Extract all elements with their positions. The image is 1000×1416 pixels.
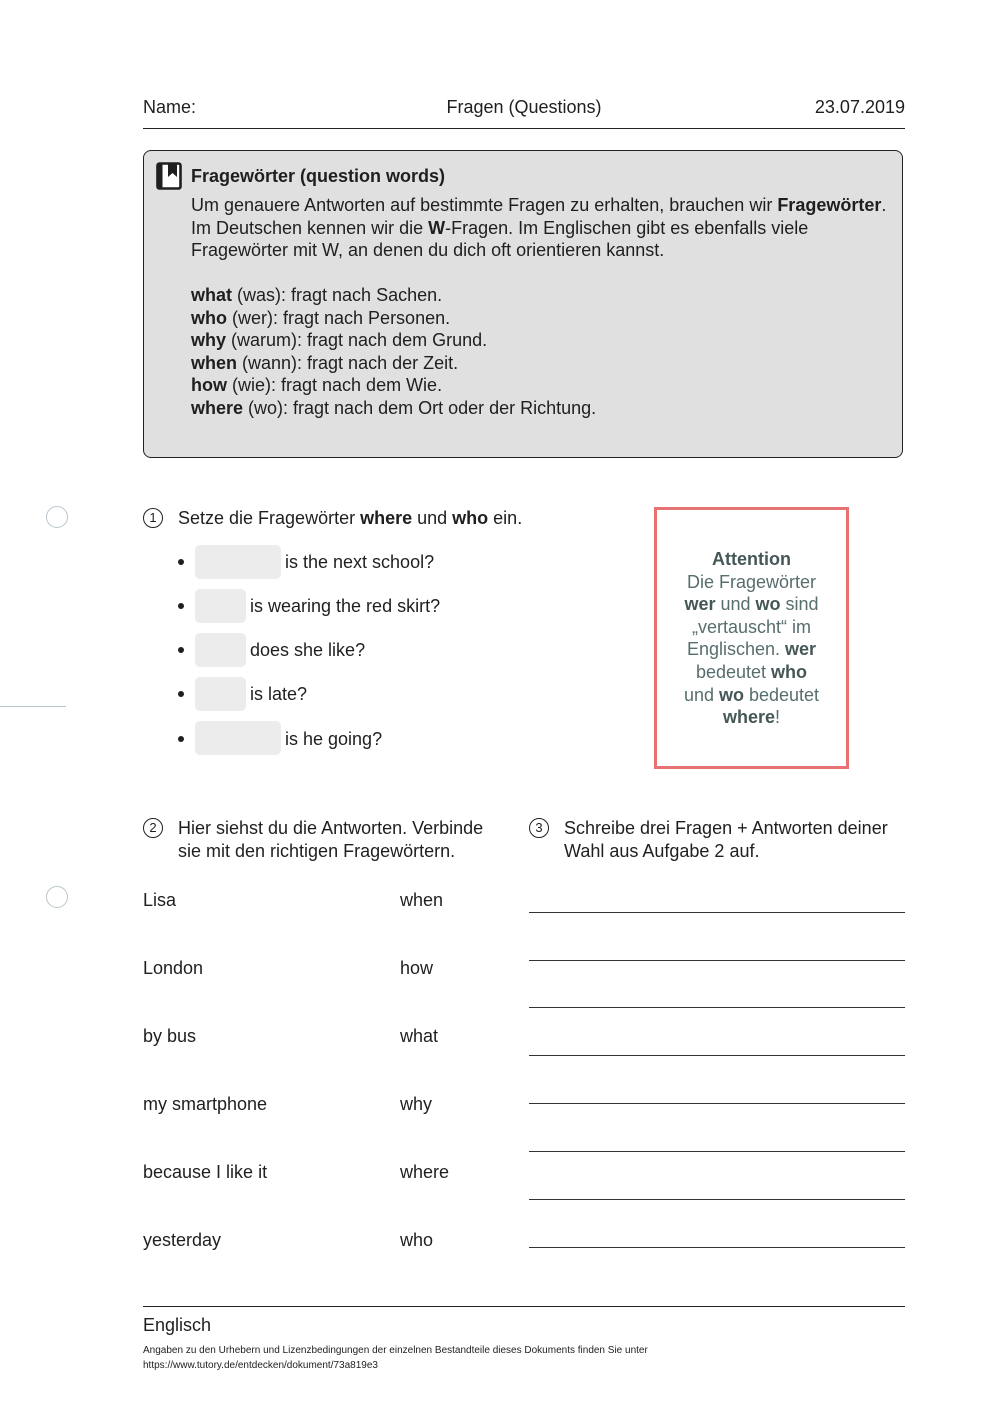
definition-item: when (wann): fragt nach der Zeit.	[191, 352, 459, 373]
task-number-2: 2	[143, 818, 163, 838]
question-word-item: where	[400, 1162, 450, 1182]
punch-hole-mark	[46, 506, 68, 528]
footer-divider	[143, 1306, 905, 1307]
answer-item: by bus	[143, 1026, 197, 1046]
task1-item-text: is wearing the red skirt?	[250, 596, 441, 616]
name-label: Name:	[143, 97, 197, 117]
writing-line[interactable]	[529, 1055, 905, 1056]
task-number-1: 1	[143, 508, 163, 528]
task1-item-text: is he going?	[285, 729, 383, 749]
info-box	[143, 150, 903, 458]
definition-item: what (was): fragt nach Sachen.	[191, 285, 443, 305]
blank-input[interactable]	[195, 721, 281, 755]
definition-item: how (wie): fragt nach dem Wie.	[191, 375, 443, 395]
answer-item: London	[143, 958, 204, 978]
task1-instruction: Setze die Fragewörter where und who ein.	[178, 508, 523, 528]
blank-input[interactable]	[195, 677, 246, 711]
question-word-item: when	[400, 890, 444, 910]
question-word-item: who	[400, 1230, 434, 1250]
task2-instruction: Hier siehst du die Antworten. Verbinde sie mit den richtigen Fragewörtern.	[178, 818, 484, 861]
writing-line[interactable]	[529, 1247, 905, 1248]
bullet	[178, 559, 184, 565]
answer-item: Lisa	[143, 890, 177, 910]
writing-line[interactable]	[529, 1007, 905, 1008]
writing-line[interactable]	[529, 1151, 905, 1152]
info-title: Fragewörter (question words)	[191, 166, 446, 186]
footer-license-note: Angaben zu den Urhebern und Lizenzbedingungen der einzelnen Bestandteile dieses Dokuments finden Sie unter https://www.tutory.de/entdecken/dokument/73a819e3	[143, 1345, 648, 1371]
attention-text: Attention Die Fragewörter wer und wo sind „vertauscht“ im Englischen. wer bedeutet who und wo bedeutet where!	[683, 549, 820, 728]
blank-input[interactable]	[195, 633, 246, 667]
writing-line[interactable]	[529, 1103, 905, 1104]
task-number-3: 3	[529, 818, 549, 838]
footer-subject: Englisch	[143, 1315, 212, 1335]
task1-item-text: is late?	[250, 684, 308, 704]
writing-line[interactable]	[529, 960, 905, 961]
info-intro: Um genauere Antworten auf bestimmte Fragen zu erhalten, brauchen wir Fragewörter. Im Deutschen kennen wir die W-Fragen. Im Englischen gibt es ebenfalls viele Fragewörter mit W, an denen du dich oft orientieren kannst.	[191, 195, 887, 260]
answer-item: yesterday	[143, 1230, 222, 1250]
bullet	[178, 736, 184, 742]
definition-list	[191, 284, 891, 419]
blank-input[interactable]	[195, 545, 281, 579]
question-word-item: why	[400, 1094, 433, 1114]
fold-mark	[0, 706, 66, 707]
definition-item: why (warum): fragt nach dem Grund.	[191, 330, 488, 350]
book-icon	[156, 162, 182, 190]
definition-item: where (wo): fragt nach dem Ort oder der Richtung.	[191, 397, 597, 418]
blank-input[interactable]	[195, 589, 246, 623]
punch-hole-mark	[46, 886, 68, 908]
date-label: 23.07.2019	[814, 97, 905, 117]
bullet	[178, 691, 184, 697]
definition-item: who (wer): fragt nach Personen.	[191, 307, 451, 328]
header-divider	[143, 128, 905, 129]
attention-box	[654, 507, 849, 769]
page-title: Fragen (Questions)	[446, 97, 602, 117]
writing-line[interactable]	[529, 912, 905, 913]
bullet	[178, 647, 184, 653]
answer-item: my smartphone	[143, 1094, 268, 1114]
question-word-item: how	[400, 958, 434, 978]
bullet	[178, 603, 184, 609]
writing-line[interactable]	[529, 1199, 905, 1200]
task1-item-text: is the next school?	[285, 552, 435, 572]
task1-item-text: does she like?	[250, 640, 366, 660]
question-word-item: what	[400, 1026, 439, 1046]
answer-item: because I like it	[143, 1162, 268, 1182]
task3-instruction: Schreibe drei Fragen + Antworten deiner Wahl aus Aufgabe 2 auf.	[564, 818, 888, 861]
